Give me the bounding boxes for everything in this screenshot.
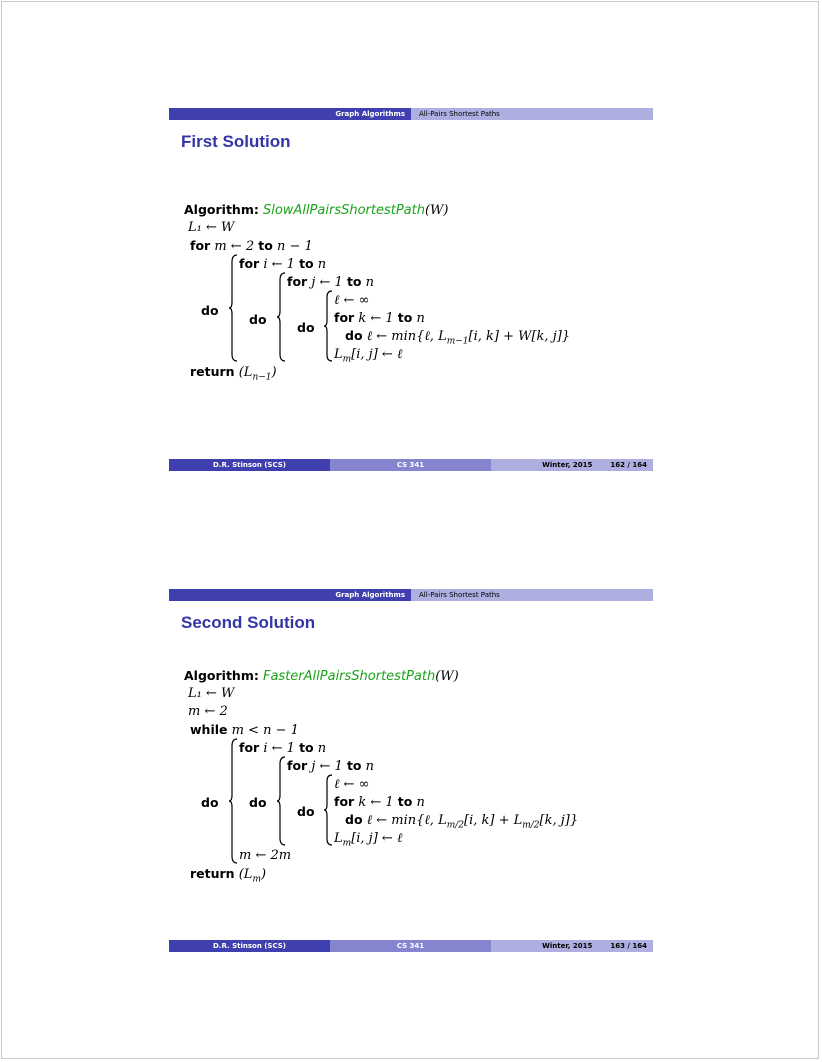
header-subsection[interactable]: All-Pairs Shortest Paths	[411, 589, 653, 601]
for-k-expr: k ← 1	[358, 795, 394, 810]
ret-expr: (L	[238, 365, 253, 380]
slide-footer	[169, 459, 653, 471]
line-m-init: m ← 2	[188, 704, 228, 719]
slide-second-solution	[169, 589, 653, 959]
algorithm-label: Algorithm:	[184, 202, 259, 217]
ell-sub: m/2	[446, 820, 464, 831]
brace-middle	[276, 756, 286, 846]
kw-for-k: for	[334, 310, 355, 325]
algorithm-name: SlowAllPairsShortestPath	[262, 203, 425, 218]
assign-sub: m	[342, 354, 352, 365]
ret-expr: (L	[238, 867, 253, 882]
brace-inner	[323, 290, 333, 362]
ell-update: ℓ ← min{ℓ, L	[366, 329, 447, 344]
ell-sub2: m/2	[522, 820, 540, 831]
for-j-end: n	[365, 275, 375, 290]
ret-sub: n−1	[252, 372, 272, 383]
ell-sub: m−1	[446, 336, 469, 347]
kw-do-middle: do	[249, 312, 267, 327]
for-k-expr: k ← 1	[358, 311, 394, 326]
footer-author[interactable]: D.R. Stinson (SCS)	[169, 459, 330, 471]
kw-to-i: to	[299, 256, 314, 271]
line-init: L₁ ← W	[188, 686, 235, 701]
ell-update: ℓ ← min{ℓ, L	[366, 813, 447, 828]
assign-rest: [i, j] ← ℓ	[351, 347, 403, 362]
kw-for-j: for	[287, 758, 308, 773]
kw-for: for	[190, 238, 211, 253]
footer-term-page	[491, 940, 653, 952]
footer-term-page	[491, 459, 653, 471]
brace-middle	[276, 272, 286, 362]
kw-for-i: for	[239, 256, 260, 271]
brace-outer	[228, 254, 238, 362]
for-k-end: n	[416, 795, 425, 810]
ret-close: )	[261, 867, 267, 882]
assign-rest: [i, j] ← ℓ	[351, 831, 403, 846]
for-j-end: n	[365, 759, 375, 774]
ell-rest: [i, k] + W[k, j]}	[468, 329, 571, 344]
kw-return: return	[190, 866, 235, 881]
for-j-expr: j ← 1	[311, 759, 343, 774]
slide-footer	[169, 940, 653, 952]
assign-L: L	[334, 347, 343, 362]
slide-title: First Solution	[181, 132, 291, 151]
kw-to-j: to	[346, 274, 362, 289]
algorithm-arg: (W)	[435, 669, 459, 684]
for-i-end: n	[317, 257, 327, 272]
assign-L: L	[334, 831, 343, 846]
assign-sub: m	[342, 838, 352, 849]
kw-to-i: to	[299, 740, 314, 755]
while-expr: m < n − 1	[231, 723, 299, 738]
algorithm-name: FasterAllPairsShortestPath	[262, 669, 436, 684]
header-section[interactable]: Graph Algorithms	[169, 108, 411, 120]
for-k-end: n	[416, 311, 425, 326]
for-i-end: n	[317, 741, 327, 756]
footer-page[interactable]: 163 / 164	[610, 942, 647, 950]
line-init: L₁ ← W	[188, 220, 235, 235]
footer-page[interactable]: 162 / 164	[610, 461, 647, 469]
slide-first-solution	[169, 108, 653, 478]
line-m-double: m ← 2m	[239, 848, 292, 863]
kw-for-i: for	[239, 740, 260, 755]
ret-sub: m	[252, 874, 261, 885]
kw-to-k: to	[397, 794, 413, 809]
slide-header	[169, 589, 653, 601]
for-i-expr: i ← 1	[263, 257, 295, 272]
slide-header	[169, 108, 653, 120]
kw-do-k: do	[345, 328, 363, 343]
for-m-expr: m ← 2	[214, 239, 255, 254]
algorithm-arg: (W)	[424, 203, 449, 218]
kw-do-outer: do	[201, 303, 219, 318]
footer-course[interactable]: CS 341	[330, 940, 491, 952]
kw-for-k: for	[334, 794, 355, 809]
kw-to-j: to	[346, 758, 362, 773]
kw-do-inner: do	[297, 320, 315, 335]
footer-term: Winter, 2015	[542, 942, 593, 950]
kw-to: to	[258, 238, 273, 253]
header-section[interactable]: Graph Algorithms	[169, 589, 411, 601]
brace-inner	[323, 774, 333, 846]
kw-return: return	[190, 364, 235, 379]
ell-rest: [k, j]}	[539, 813, 579, 828]
kw-do-middle: do	[249, 795, 267, 810]
brace-outer	[228, 738, 238, 864]
footer-term: Winter, 2015	[542, 461, 593, 469]
footer-author[interactable]: D.R. Stinson (SCS)	[169, 940, 330, 952]
for-j-expr: j ← 1	[311, 275, 343, 290]
footer-course[interactable]: CS 341	[330, 459, 491, 471]
line-ell-init: ℓ ← ∞	[334, 777, 370, 792]
kw-while: while	[190, 722, 228, 737]
kw-do-k: do	[345, 812, 363, 827]
header-subsection[interactable]: All-Pairs Shortest Paths	[411, 108, 653, 120]
for-i-expr: i ← 1	[263, 741, 295, 756]
kw-do-inner: do	[297, 804, 315, 819]
algorithm-label: Algorithm:	[184, 668, 259, 683]
ret-close: )	[271, 365, 277, 380]
kw-do-outer: do	[201, 795, 219, 810]
kw-for-j: for	[287, 274, 308, 289]
kw-to-k: to	[397, 310, 413, 325]
line-ell-init: ℓ ← ∞	[334, 293, 370, 308]
ell-mid: [i, k] + L	[464, 813, 523, 828]
slide-title: Second Solution	[181, 613, 316, 632]
for-m-end: n − 1	[276, 239, 313, 254]
